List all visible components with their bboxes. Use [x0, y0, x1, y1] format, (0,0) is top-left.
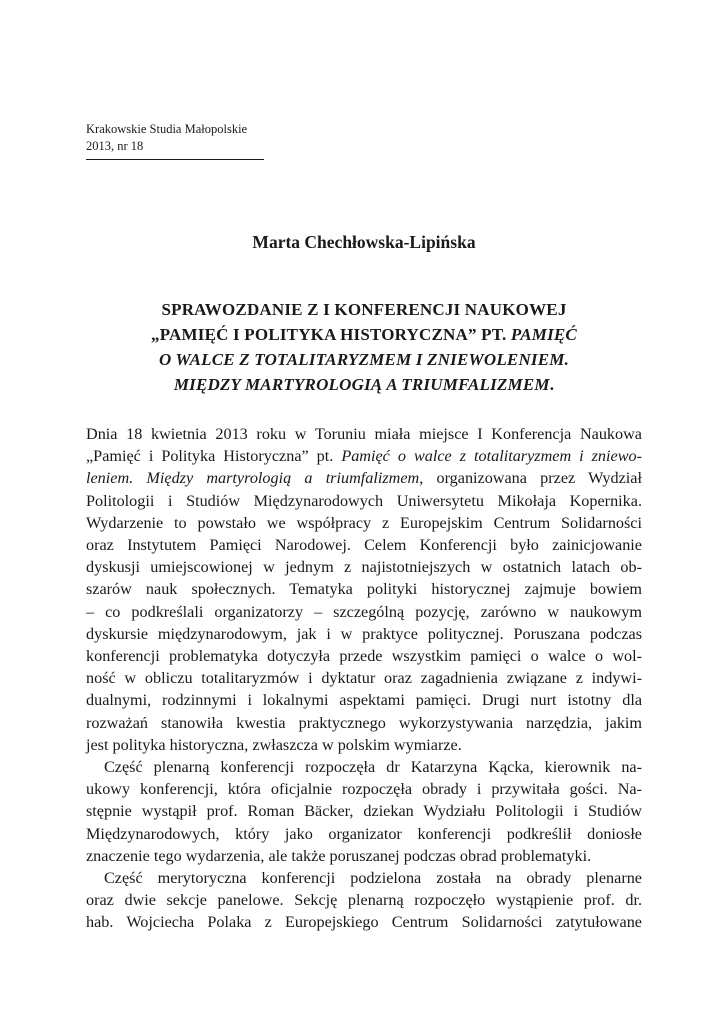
title-line-3: O WALCE Z TOTALITARYZMEM I ZNIEWOLENIEM.: [158, 350, 570, 369]
body-line: Dnia 18 kwietnia 2013 roku w Toruniu miała miejsce I Konferencja Naukowa: [86, 425, 642, 443]
body-line: Część merytoryczna konferencji podzielona została na obrady plenarne: [104, 869, 642, 888]
body-line: hab. Wojciecha Polaka z Europejskiego Centrum Solidarności zatytułowane: [86, 913, 642, 932]
journal-issue: 2013, nr 18: [86, 139, 144, 153]
body-line: Międzynarodowych, który jako organizator konferencji podkreślił doniosłe: [86, 824, 642, 843]
body-line: oraz Instytutem Pamięci Narodowej. Celem Konferencji było zainicjowanie: [86, 536, 642, 555]
title-line-2: „PAMIĘĆ I POLITYKA HISTORYCZNA” PT.: [151, 325, 511, 344]
body-line: – co podkreślali organizatorzy – szczególną pozycję, zarówno w naukowym: [86, 602, 642, 621]
body-line: dyskusji umiejscowionej w jednym z najistotniejszych w ostatnich latach ob-: [86, 558, 642, 577]
body-line: dualnymi, rodzinnymi i lokalnymi aspektami pamięci. Drugi nurt istotny dla: [86, 691, 642, 710]
body-line: stępnie wystąpił prof. Roman Bäcker, dziekan Wydziału Politologii i Studiów: [86, 802, 642, 821]
body-line: Politologii i Studiów Międzynarodowych Uniwersytetu Mikołaja Kopernika.: [86, 491, 642, 510]
title-line-4-end: .: [549, 375, 555, 394]
author-name: Marta Chechłowska-Lipińska: [252, 232, 476, 252]
body-line: ukowy konferencji, która oficjalnie rozpoczęła obrady i przywitała gości. Na-: [86, 780, 642, 799]
header-rule: [86, 159, 264, 160]
body-line: dyskursie międzynarodowym, jak i w praktyce politycznej. Poruszana podczas: [86, 624, 642, 643]
body-line: jest polityka historyczna, zwłaszcza w polskim wymiarze.: [86, 735, 462, 754]
body-line: „Pamięć i Polityka Historyczna” pt. Pamięć o walce z totalitaryzmem i zniewo-: [86, 447, 642, 466]
body-line: ność w obliczu totalitaryzmów i dyktatur oraz zagadnienia związane z indywi-: [86, 669, 642, 688]
body-line: konferencji problematyka dotyczyła przede wszystkim pamięci o walce o wol-: [86, 647, 642, 666]
article-body: [86, 423, 642, 934]
body-line: Część plenarną konferencji rozpoczęła dr Katarzyna Kącka, kierownik na-: [104, 758, 642, 777]
title-line-2-italic: PAMIĘĆ: [510, 325, 577, 344]
title-line-1: SPRAWOZDANIE Z I KONFERENCJI NAUKOWEJ: [161, 300, 567, 319]
body-line: oraz dwie sekcje panelowe. Sekcję plenarną rozpoczęło wystąpienie prof. dr.: [86, 891, 642, 910]
journal-header: [86, 121, 247, 155]
body-line: rozważań stanowiła kwestia praktycznego wykorzystywania narzędzia, jakim: [86, 713, 642, 732]
journal-name: Krakowskie Studia Małopolskie: [86, 122, 248, 136]
title-line-4: MIĘDZY MARTYROLOGIĄ A TRIUMFALIZMEM: [173, 375, 550, 394]
body-line: znaczenie tego wydarzenia, ale także poruszanej podczas obrad problematyki.: [86, 846, 592, 865]
body-line: szarów nauk społecznych. Tematyka polityki historycznej zajmuje bowiem: [86, 580, 642, 599]
body-line: leniem. Między martyrologią a triumfalizmem, organizowana przez Wydział: [86, 469, 642, 488]
body-line: Wydarzenie to powstało we współpracy z Europejskim Centrum Solidarności: [86, 513, 642, 532]
article-title: [86, 297, 642, 397]
